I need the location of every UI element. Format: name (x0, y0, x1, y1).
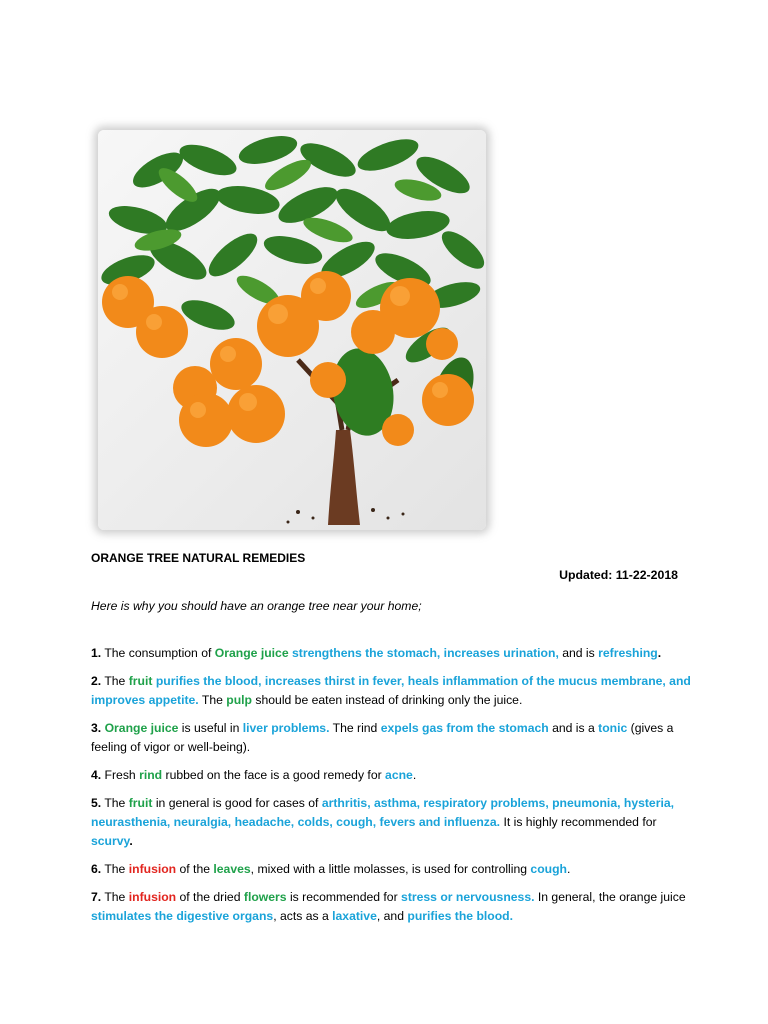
item-text-segment: of the (176, 862, 214, 876)
item-text-segment: liver problems. (242, 721, 330, 735)
item-text-segment: , and (376, 909, 408, 923)
item-text-segment: infusion (128, 862, 177, 876)
item-number: 7. (91, 890, 102, 904)
item-text-segment: stress or nervousness. (401, 890, 535, 904)
item-text-segment: . (657, 646, 662, 660)
remedy-item (91, 719, 691, 757)
item-text-segment: The (101, 862, 129, 876)
remedy-item (91, 860, 691, 879)
item-number: 3. (91, 721, 102, 735)
item-text-segment: acne (385, 768, 413, 782)
item-text-segment: Fresh (101, 768, 140, 782)
item-text-segment: cough (530, 862, 567, 876)
item-text-segment: infusion (128, 890, 177, 904)
item-text-segment: refreshing (598, 646, 658, 660)
item-text-segment: of the dried (176, 890, 244, 904)
item-text-segment: laxative (332, 909, 377, 923)
remedy-item (91, 644, 691, 663)
item-text-segment: The (101, 890, 129, 904)
remedy-item (91, 794, 691, 851)
intro-text (91, 597, 691, 616)
item-text-segment: purifies the blood, increases thirst in fever, heals inflammation of the mucus membrane, and improves appetite. (91, 674, 691, 707)
item-text-segment: rubbed on the face is a good remedy for (162, 768, 386, 782)
item-number: 4. (91, 768, 102, 782)
item-text-segment: expels gas from the stomach (380, 721, 549, 735)
item-text-segment: stimulates the digestive organs (91, 909, 274, 923)
remedy-item (91, 888, 691, 926)
item-text-segment: Orange juice (104, 721, 179, 735)
item-text-segment: The (101, 796, 129, 810)
item-text-segment: . (566, 862, 571, 876)
item-text-segment: should be eaten instead of drinking only the juice. (252, 693, 523, 707)
orange-tree-illustration (98, 130, 486, 530)
item-text-segment: is useful in (178, 721, 243, 735)
item-text-segment: and is (558, 646, 599, 660)
updated-date: Updated: 11-22-2018 (559, 568, 678, 582)
item-text-segment: is recommended for (286, 890, 402, 904)
item-text-segment: , mixed with a little molasses, is used for controlling (250, 862, 531, 876)
item-text-segment: fruit (128, 674, 153, 688)
item-text-segment: fruit (128, 796, 153, 810)
item-text-segment: Orange juice (214, 646, 289, 660)
item-text-segment: strengthens the stomach, increases urination, (291, 646, 559, 660)
remedy-item (91, 672, 691, 710)
item-number: 6. (91, 862, 102, 876)
item-text-segment: purifies the blood. (407, 909, 513, 923)
item-text-segment: scurvy (91, 834, 130, 848)
item-text-segment: pulp (226, 693, 252, 707)
intro-sentence: Here is why you should have an orange tree near your home; (91, 599, 422, 613)
item-text-segment: . (129, 834, 133, 848)
item-number: 5. (91, 796, 102, 810)
remedy-list (91, 644, 691, 935)
item-text-segment: , acts as a (273, 909, 333, 923)
item-text-segment: flowers (243, 890, 287, 904)
item-text-segment: The rind (329, 721, 381, 735)
item-number: 1. (91, 646, 102, 660)
item-text-segment: In general, the orange juice (534, 890, 686, 904)
item-text-segment: and is a (548, 721, 599, 735)
item-number: 2. (91, 674, 102, 688)
item-text-segment: arthritis, asthma, respiratory problems, pneumonia, hysteria, neurasthenia, neuralgia, headache, colds, cough, fevers and influenza. (91, 796, 675, 829)
item-text-segment: rind (139, 768, 163, 782)
item-text-segment: in general is good for cases of (152, 796, 322, 810)
item-text-segment: leaves (213, 862, 251, 876)
item-text-segment: . (412, 768, 417, 782)
item-text-segment: The (101, 674, 129, 688)
item-text-segment: It is highly recommended for (500, 815, 657, 829)
item-text-segment: The (198, 693, 227, 707)
orange-tree-photo (98, 130, 486, 530)
item-text-segment: (gives a feeling of vigor or well-being). (91, 721, 674, 754)
remedy-item (91, 766, 691, 785)
item-text-segment: The consumption of (101, 646, 215, 660)
document-title: ORANGE TREE NATURAL REMEDIES (91, 551, 306, 565)
item-text-segment: tonic (598, 721, 628, 735)
